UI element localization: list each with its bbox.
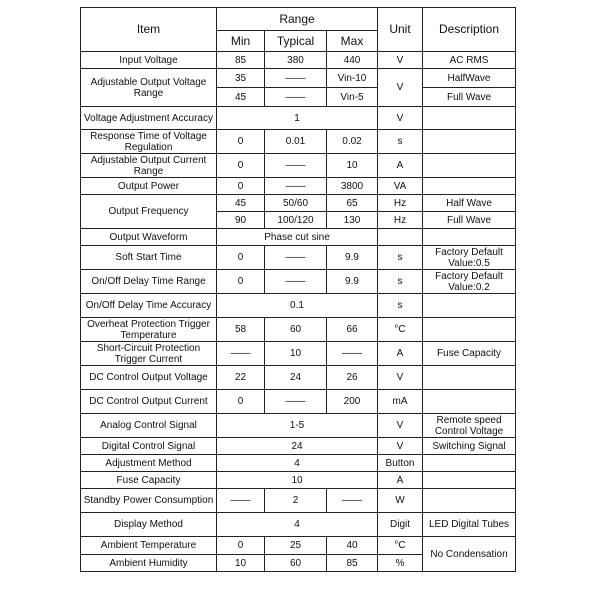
row-item: Digital Control Signal <box>81 438 217 455</box>
row-item: Short-Circuit Protection Trigger Current <box>81 342 217 366</box>
row-item: Adjustable Output Voltage Range <box>81 69 217 107</box>
row-max: 9.9 <box>327 246 378 270</box>
row-item: Analog Control Signal <box>81 414 217 438</box>
row-description: Factory Default Value:0.2 <box>423 270 516 294</box>
table-row <box>81 537 516 555</box>
row-min: 45 <box>217 195 265 212</box>
row-unit: mA <box>378 390 423 414</box>
table-row <box>81 366 516 390</box>
table-row <box>81 69 516 88</box>
row-item: Output Power <box>81 178 217 195</box>
row-unit: Button <box>378 455 423 472</box>
row-unit: A <box>378 342 423 366</box>
header-unit: Unit <box>378 8 423 52</box>
table-row <box>81 178 516 195</box>
row-description: Switching Signal <box>423 438 516 455</box>
table-row <box>81 270 516 294</box>
row-description: HalfWave <box>423 69 516 88</box>
row-unit <box>378 229 423 246</box>
row-max: —— <box>327 489 378 513</box>
row-description: Fuse Capacity <box>423 342 516 366</box>
row-description <box>423 366 516 390</box>
row-description: LED Digital Tubes <box>423 513 516 537</box>
table-header <box>81 8 516 52</box>
row-item: Standby Power Consumption <box>81 489 217 513</box>
table-row <box>81 414 516 438</box>
row-unit: V <box>378 414 423 438</box>
table-row <box>81 130 516 154</box>
row-max: Vin-10 <box>327 69 378 88</box>
row-item: Output Frequency <box>81 195 217 229</box>
row-item: Ambient Temperature <box>81 537 217 555</box>
row-typical: —— <box>265 270 327 294</box>
row-item: Response Time of Voltage Regulation <box>81 130 217 154</box>
row-typical: —— <box>265 154 327 178</box>
row-typical: 0.01 <box>265 130 327 154</box>
row-typical: 2 <box>265 489 327 513</box>
table-row <box>81 294 516 318</box>
row-description <box>423 455 516 472</box>
row-unit: A <box>378 154 423 178</box>
row-item: Output Waveform <box>81 229 217 246</box>
row-description: Half Wave <box>423 195 516 212</box>
row-unit: s <box>378 270 423 294</box>
row-unit: °C <box>378 318 423 342</box>
row-description <box>423 294 516 318</box>
row-min: 35 <box>217 69 265 88</box>
row-typical: —— <box>265 178 327 195</box>
row-unit: V <box>378 366 423 390</box>
table-row <box>81 318 516 342</box>
row-min: 45 <box>217 88 265 107</box>
row-item: Adjustable Output Current Range <box>81 154 217 178</box>
row-min: 85 <box>217 52 265 69</box>
table-body <box>81 52 516 572</box>
row-min: 0 <box>217 178 265 195</box>
table-row <box>81 455 516 472</box>
row-max: 440 <box>327 52 378 69</box>
row-item: DC Control Output Voltage <box>81 366 217 390</box>
row-item: Voltage Adjustment Accuracy <box>81 107 217 130</box>
row-typical: 10 <box>217 472 378 489</box>
row-min: 0 <box>217 246 265 270</box>
row-description: Remote speed Control Voltage <box>423 414 516 438</box>
row-item: Fuse Capacity <box>81 472 217 489</box>
row-min: 10 <box>217 555 265 572</box>
header-item: Item <box>81 8 217 52</box>
row-max: 85 <box>327 555 378 572</box>
row-typical: 60 <box>265 318 327 342</box>
table-row <box>81 438 516 455</box>
row-typical: 24 <box>265 366 327 390</box>
row-typical: 1-5 <box>217 414 378 438</box>
row-typical: 25 <box>265 537 327 555</box>
row-description <box>423 154 516 178</box>
row-max: 200 <box>327 390 378 414</box>
row-typical: 4 <box>217 513 378 537</box>
row-max: 9.9 <box>327 270 378 294</box>
row-min: 0 <box>217 130 265 154</box>
row-typical: Phase cut sine <box>217 229 378 246</box>
row-typical: 380 <box>265 52 327 69</box>
row-min: —— <box>217 489 265 513</box>
header-range: Range <box>217 8 378 31</box>
row-min: 90 <box>217 212 265 229</box>
row-description <box>423 178 516 195</box>
row-unit: % <box>378 555 423 572</box>
header-max: Max <box>327 31 378 52</box>
row-typical: —— <box>265 69 327 88</box>
row-min: 58 <box>217 318 265 342</box>
row-typical: 1 <box>217 107 378 130</box>
row-typical: 10 <box>265 342 327 366</box>
row-unit: °C <box>378 537 423 555</box>
table-row <box>81 342 516 366</box>
row-typical: 60 <box>265 555 327 572</box>
table-row <box>81 472 516 489</box>
row-min: 0 <box>217 390 265 414</box>
row-description: Factory Default Value:0.5 <box>423 246 516 270</box>
row-max: —— <box>327 342 378 366</box>
table-row <box>81 390 516 414</box>
row-description <box>423 107 516 130</box>
row-unit: Hz <box>378 212 423 229</box>
row-item: Soft Start Time <box>81 246 217 270</box>
row-description: Full Wave <box>423 88 516 107</box>
row-description <box>423 390 516 414</box>
row-unit: V <box>378 107 423 130</box>
table-row <box>81 489 516 513</box>
row-item: Ambient Humidity <box>81 555 217 572</box>
row-unit: V <box>378 52 423 69</box>
row-min: —— <box>217 342 265 366</box>
row-max: 130 <box>327 212 378 229</box>
header-description: Description <box>423 8 516 52</box>
row-typical: 50/60 <box>265 195 327 212</box>
row-item: On/Off Delay Time Accuracy <box>81 294 217 318</box>
row-item: DC Control Output Current <box>81 390 217 414</box>
row-min: 0 <box>217 154 265 178</box>
row-item: Adjustment Method <box>81 455 217 472</box>
row-max: 40 <box>327 537 378 555</box>
row-max: Vin-5 <box>327 88 378 107</box>
table-row <box>81 154 516 178</box>
row-min: 0 <box>217 537 265 555</box>
row-item: On/Off Delay Time Range <box>81 270 217 294</box>
row-unit: VA <box>378 178 423 195</box>
row-description <box>423 318 516 342</box>
table-row <box>81 52 516 69</box>
row-unit: Digit <box>378 513 423 537</box>
table-row <box>81 107 516 130</box>
row-item: Input Voltage <box>81 52 217 69</box>
row-typical: 100/120 <box>265 212 327 229</box>
row-min: 22 <box>217 366 265 390</box>
row-description: AC RMS <box>423 52 516 69</box>
row-max: 66 <box>327 318 378 342</box>
table-row <box>81 513 516 537</box>
row-typical: —— <box>265 88 327 107</box>
row-unit: Hz <box>378 195 423 212</box>
table-row <box>81 246 516 270</box>
row-unit: s <box>378 294 423 318</box>
row-unit: s <box>378 246 423 270</box>
row-item: Display Method <box>81 513 217 537</box>
row-typical: 4 <box>217 455 378 472</box>
row-description <box>423 130 516 154</box>
row-unit: A <box>378 472 423 489</box>
table-row <box>81 229 516 246</box>
row-max: 3800 <box>327 178 378 195</box>
row-description <box>423 472 516 489</box>
row-min: 0 <box>217 270 265 294</box>
row-typical: —— <box>265 390 327 414</box>
row-max: 10 <box>327 154 378 178</box>
header-typical: Typical <box>265 31 327 52</box>
row-typical: —— <box>265 246 327 270</box>
spec-table <box>80 7 516 572</box>
row-max: 0.02 <box>327 130 378 154</box>
row-description <box>423 229 516 246</box>
row-typical: 0.1 <box>217 294 378 318</box>
row-unit: V <box>378 438 423 455</box>
row-description: No Condensation <box>423 537 516 572</box>
row-unit: W <box>378 489 423 513</box>
row-max: 26 <box>327 366 378 390</box>
header-min: Min <box>217 31 265 52</box>
row-description: Full Wave <box>423 212 516 229</box>
table-row <box>81 195 516 212</box>
row-typical: 24 <box>217 438 378 455</box>
row-max: 65 <box>327 195 378 212</box>
row-item: Overheat Protection Trigger Temperature <box>81 318 217 342</box>
row-description <box>423 489 516 513</box>
row-unit: V <box>378 69 423 107</box>
row-unit: s <box>378 130 423 154</box>
